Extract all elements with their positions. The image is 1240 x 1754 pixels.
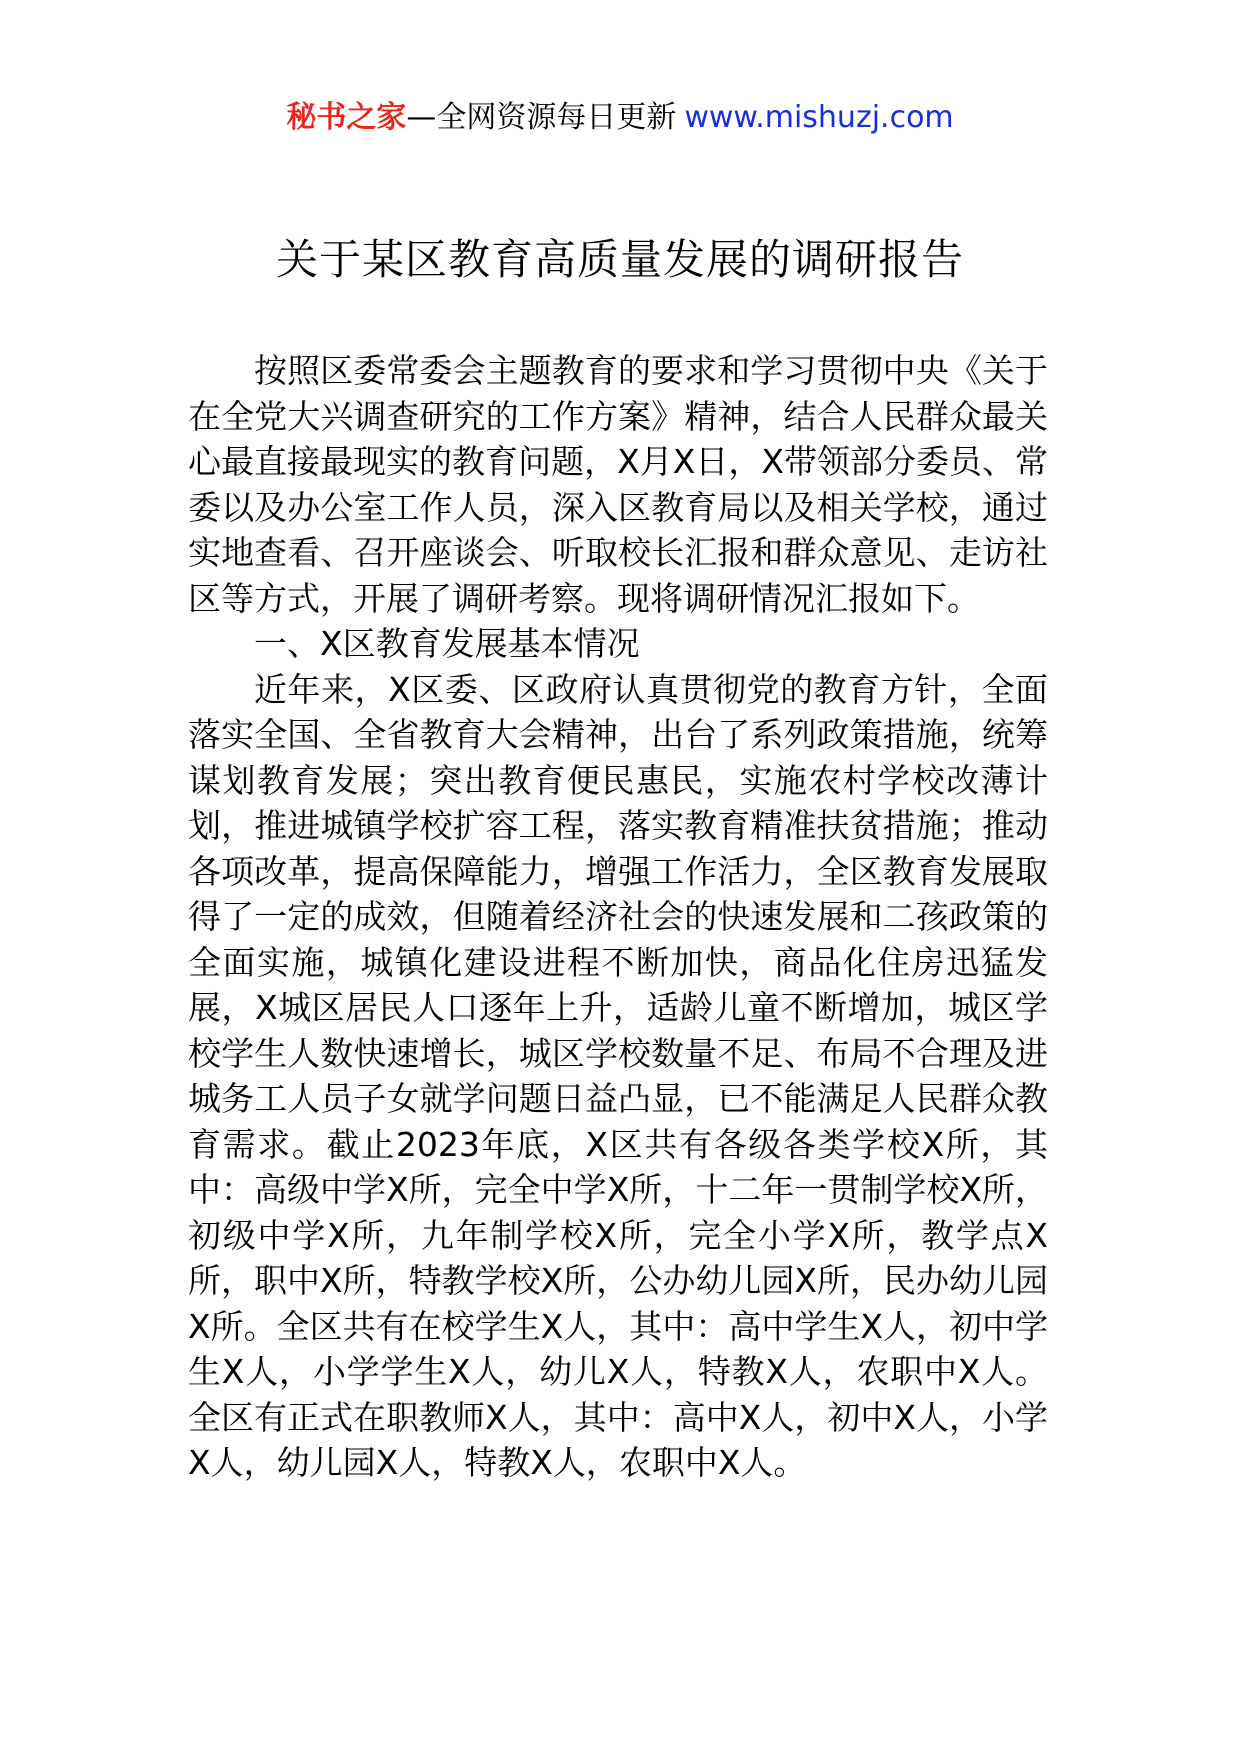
intro-paragraph: 按照区委常委会主题教育的要求和学习贯彻中央《关于在全党大兴调查研究的工作方案》精神，结合人民群众最关心最直接最现实的教育问题，X月X日，X带领部分委员、常委以及办公室工作人员，深入区教育局以及相关学校，通过实地查看、召开座谈会、听取校长汇报和群众意见、走访社区等方式，开展了调研考察。现将调研情况汇报如下。	[188, 351, 1048, 618]
site-tagline: —全网资源每日更新	[406, 100, 677, 135]
site-url-link[interactable]: www.mishuzj.com	[684, 100, 954, 135]
section-heading: 一、X区教育发展基本情况	[254, 624, 640, 663]
site-header	[0, 98, 1240, 138]
document-body	[188, 348, 1048, 1486]
body-paragraph: 近年来，X区委、区政府认真贯彻党的教育方针，全面落实全国、全省教育大会精神，出台了系列政策措施，统筹谋划教育发展；突出教育便民惠民，实施农村学校改薄计划，推进城镇学校扩容工程，落实教育精准扶贫措施；推动各项改革，提高保障能力，增强工作活力，全区教育发展取得了一定的成效，但随着经济社会的快速发展和二孩政策的全面实施，城镇化建设进程不断加快，商品化住房迅猛发展，X城区居民人口逐年上升，适龄儿童不断增加，城区学校学生人数快速增长，城区学校数量不足、布局不合理及进城务工人员子女就学问题日益凸显，已不能满足人民群众教育需求。截止2023年底，X区共有各级各类学校X所，其中：高级中学X所，完全中学X所，十二年一贯制学校X所，初级中学X所，九年制学校X所，完全小学X所，教学点X所，职中X所，特教学校X所，公办幼儿园X所，民办幼儿园X所。全区共有在校学生X人，其中：高中学生X人，初中学生X人，小学学生X人，幼儿X人，特教X人，农职中X人。全区有正式在职教师X人，其中：高中X人，初中X人，小学X人，幼儿园X人，特教X人，农职中X人。	[188, 669, 1048, 1482]
document-title: 关于某区教育高质量发展的调研报告	[275, 235, 964, 284]
brand-name: 秘书之家	[286, 100, 407, 135]
